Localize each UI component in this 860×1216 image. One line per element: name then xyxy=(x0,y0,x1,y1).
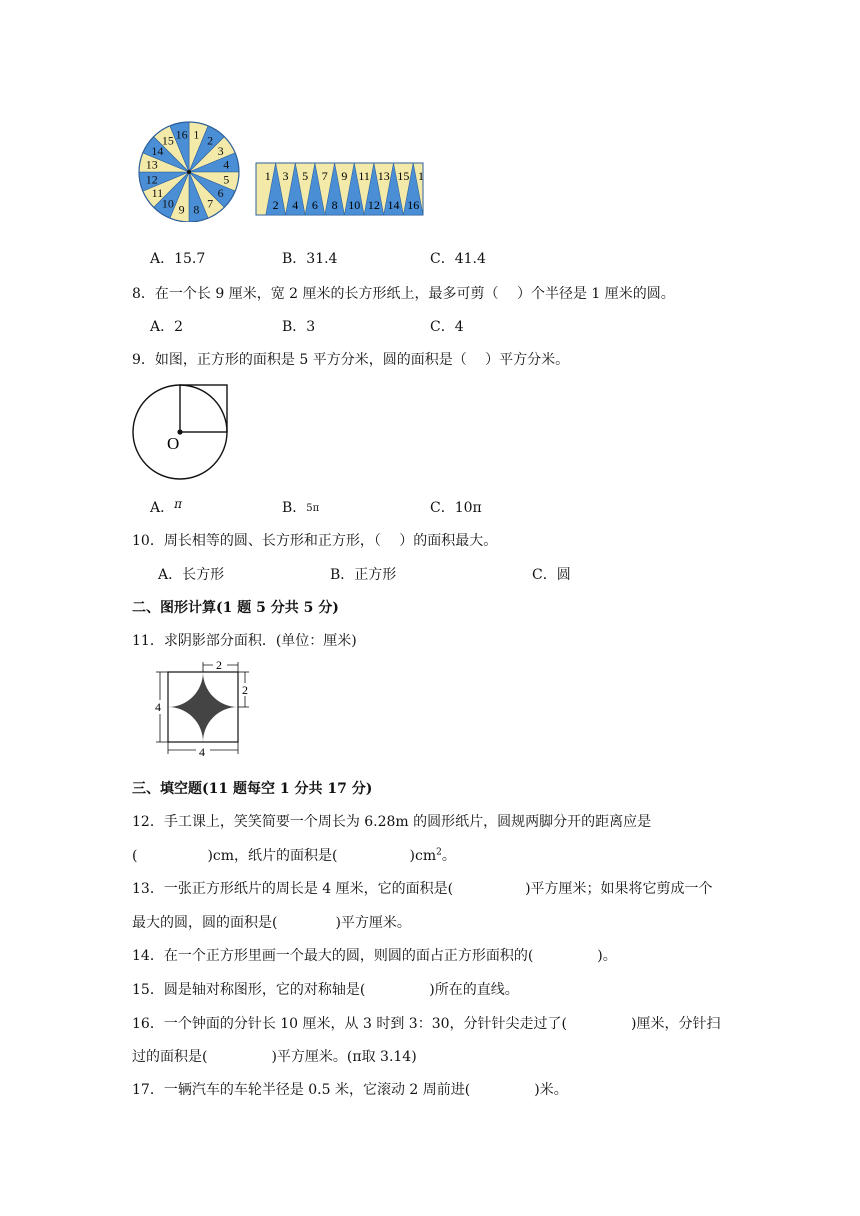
strip-bottom-number: 14 xyxy=(387,198,400,212)
q13-text-b: )平方厘米；如果将它剪成一个 xyxy=(525,881,713,897)
strip-top-number: 1 xyxy=(418,169,424,183)
section-3-heading: 三、填空题(11 题每空 1 分共 17 分) xyxy=(132,781,373,797)
q8-text: 8．在一个长 9 厘米，宽 2 厘米的长方形纸上，最多可剪（ ）个半径是 1 厘米的圆。 xyxy=(132,286,675,302)
q14-line xyxy=(132,945,617,965)
q12-unit: )cm xyxy=(409,848,437,864)
q15-text-a: 15．圆是轴对称图形，它的对称轴是( xyxy=(132,982,366,998)
q8-option-c[interactable]: C．4 xyxy=(430,319,464,335)
strip-top-number: 9 xyxy=(341,169,348,183)
strip-top-number: 7 xyxy=(321,169,328,183)
q13-text-a: 13．一张正方形纸片的周长是 4 厘米，它的面积是( xyxy=(132,881,454,897)
q12-mid-text: )cm，纸片的面积是( xyxy=(207,848,338,864)
strip-bottom-number: 2 xyxy=(272,198,279,212)
section-2-heading: 二、图形计算(1 题 5 分共 5 分) xyxy=(132,600,339,616)
q12-line2 xyxy=(132,845,456,865)
q11-shaded-region xyxy=(168,672,238,742)
q7-option-c[interactable]: C．41.4 xyxy=(430,251,486,267)
circle-sector-number: 2 xyxy=(207,133,214,148)
q7-option-a[interactable]: A．15.7 xyxy=(150,251,206,267)
q10-option-b[interactable]: B．正方形 xyxy=(330,567,397,583)
q16-line1 xyxy=(132,1013,720,1033)
circle-sector-number: 8 xyxy=(193,202,200,217)
q11-text: 11．求阴影部分面积．(单位：厘米) xyxy=(132,633,357,649)
q15-line xyxy=(132,979,519,999)
q8-option-b[interactable]: B．3 xyxy=(282,319,316,335)
circle-sector-number: 6 xyxy=(217,186,224,201)
strip-bottom-number: 4 xyxy=(292,198,299,212)
q9-figure xyxy=(130,382,240,482)
q16-text-b: )厘米，分针扫 xyxy=(630,1016,721,1032)
circle-sector-number: 4 xyxy=(223,157,230,172)
strip-bottom-number: 10 xyxy=(348,198,361,212)
q9-option-a[interactable] xyxy=(150,497,182,517)
q13-text-d: )平方厘米。 xyxy=(335,915,411,931)
q9-option-b-label: B． xyxy=(282,500,307,516)
circle-sector-number: 16 xyxy=(175,127,188,142)
circle-sector-number: 7 xyxy=(207,196,214,211)
q9-option-c[interactable] xyxy=(430,497,482,517)
q9-text: 9．如图，正方形的面积是 5 平方分米，圆的面积是（ ）平方分米。 xyxy=(132,352,570,368)
q9-option-c-value: 10π xyxy=(454,500,482,516)
q7-figure xyxy=(132,112,432,222)
strip-bottom-number: 6 xyxy=(311,198,318,212)
strip-bottom-number: 12 xyxy=(367,198,380,212)
circle-sector-number: 5 xyxy=(223,172,230,187)
q12-paren-open: ( xyxy=(132,848,138,864)
q13-line1 xyxy=(132,878,713,898)
strip-top-number: 15 xyxy=(397,169,410,183)
circle-sector-number: 15 xyxy=(161,133,174,148)
q16-text-a: 16．一个钟面的分针长 10 厘米，从 3 时到 3：30，分针针尖走过了( xyxy=(132,1016,567,1032)
q11-right-label: 2 xyxy=(242,683,248,697)
circle-center xyxy=(187,170,191,174)
q14-text-b: )。 xyxy=(597,948,617,964)
strip-top-number: 11 xyxy=(358,169,370,183)
circle-sector-number: 14 xyxy=(151,143,164,158)
q7-diagram xyxy=(132,112,432,222)
circle-sector-number: 10 xyxy=(161,196,174,211)
circle-sector-number: 1 xyxy=(193,127,200,142)
circle-sector-number: 12 xyxy=(145,172,158,187)
strip-top-number: 3 xyxy=(282,169,289,183)
q16-text-d: )平方厘米。(π取 3.14) xyxy=(271,1049,417,1065)
q9-option-a-value: π xyxy=(174,497,183,511)
circle-sector-number: 3 xyxy=(217,143,224,158)
q9-option-a-label: A． xyxy=(150,500,175,516)
q14-text-a: 14．在一个正方形里画一个最大的圆，则圆的面占正方形面积的( xyxy=(132,948,534,964)
q15-text-b: )所在的直线。 xyxy=(429,982,519,998)
q17-text-b: )米。 xyxy=(534,1082,568,1098)
q17-line xyxy=(132,1079,568,1099)
q12-unit-sup: 2 xyxy=(436,847,442,858)
q12-end: 。 xyxy=(441,848,456,864)
circle-sector-number: 11 xyxy=(151,186,164,201)
q16-text-c: 过的面积是( xyxy=(132,1049,208,1065)
strip-top-number: 5 xyxy=(302,169,309,183)
q7-option-b[interactable]: B．31.4 xyxy=(282,251,338,267)
q17-text-a: 17．一辆汽车的车轮半径是 0.5 米，它滚动 2 周前进( xyxy=(132,1082,471,1098)
q13-text-c: 最大的圆，圆的面积是( xyxy=(132,915,278,931)
q11-top-label: 2 xyxy=(216,660,222,672)
q9-option-b[interactable] xyxy=(282,497,319,517)
q11-figure xyxy=(150,660,260,760)
strip-bottom-number: 8 xyxy=(331,198,338,212)
circle-sector-number: 9 xyxy=(178,202,185,217)
q9-center-label: O xyxy=(167,434,180,453)
q11-bottom-label: 4 xyxy=(199,745,205,759)
q8-option-a[interactable]: A．2 xyxy=(150,319,184,335)
q9-option-b-value: 5π xyxy=(306,503,320,514)
q10-option-c[interactable]: C．圆 xyxy=(532,567,571,583)
strip-top-number: 1 xyxy=(264,169,271,183)
strip-top-number: 13 xyxy=(377,169,390,183)
circle-sector-number: 13 xyxy=(145,157,158,172)
q10-option-a[interactable]: A．长方形 xyxy=(158,567,225,583)
q9-option-c-label: C． xyxy=(430,500,455,516)
q11-left-label: 4 xyxy=(155,700,161,714)
q13-line2 xyxy=(132,912,411,932)
strip-bottom-number: 16 xyxy=(407,198,420,212)
q16-line2 xyxy=(132,1046,417,1066)
q10-text: 10．周长相等的圆、长方形和正方形，（ ）的面积最大。 xyxy=(132,533,498,549)
q9-diagram xyxy=(130,382,240,482)
q11-diagram xyxy=(150,660,260,760)
q12-line1: 12．手工课上，笑笑简要一个周长为 6.28m 的圆形纸片，圆规两脚分开的距离应是 xyxy=(132,814,652,830)
